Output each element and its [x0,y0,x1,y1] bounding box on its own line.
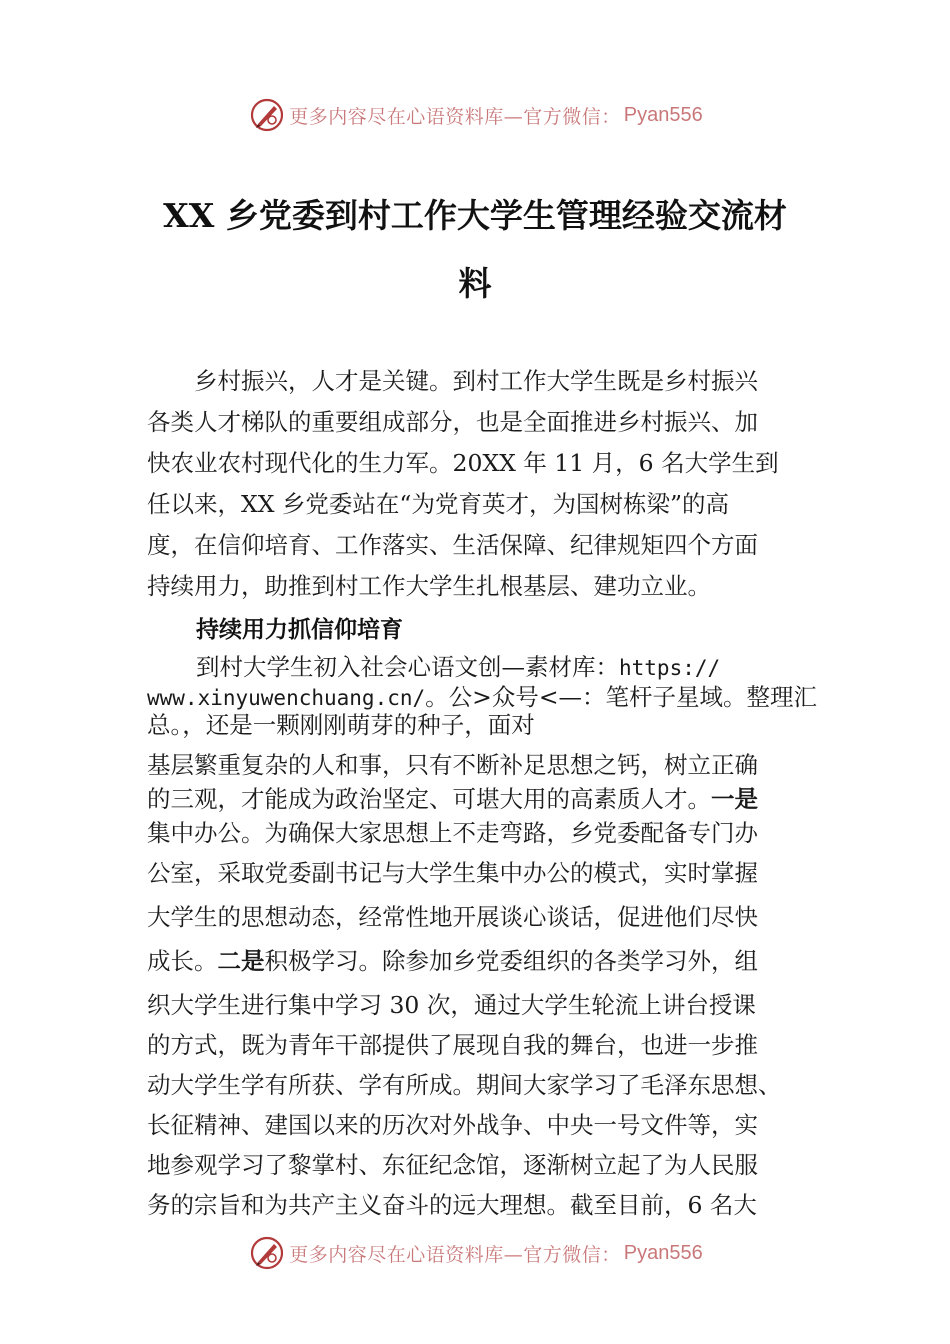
paragraph-line: 任以来，XX 乡党委站在“为党育英才，为国树栋梁”的高 [147,490,729,518]
paragraph-text: 。公>众号<—：笔杆子星域。整理汇 [425,683,818,711]
paragraph-line: 长征精神、建国以来的历次对外战争、中央一号文件等，实 [147,1111,758,1139]
paragraph-line: 动大学生学有所获、学有所成。期间大家学习了毛泽东思想、 [147,1071,782,1099]
document-title-line-2: 料 [458,264,492,303]
paragraph-line: 集中办公。为确保大家思想上不走弯路，乡党委配备专门办 [147,819,758,847]
paragraph-line: 持续用力，助推到村工作大学生扎根基层、建功立业。 [147,572,711,600]
paragraph-line: 公室，采取党委副书记与大学生集中办公的模式，实时掌握 [147,859,758,887]
paragraph-text: 的三观，才能成为政治坚定、可堪大用的高素质人才。 [147,785,711,813]
banner-wechat-id: Pyan556 [623,1241,703,1264]
bold-marker: 一是 [711,785,758,813]
paragraph-line: 地参观学习了黎掌村、东征纪念馆，逐渐树立起了为人民服 [147,1151,758,1179]
paragraph-line: 的方式，既为青年干部提供了展现自我的舞台，也进一步推 [147,1031,758,1059]
section-heading: 持续用力抓信仰培育 [196,617,403,643]
banner-text: 更多内容尽在心语资料库—官方微信： [289,105,621,128]
banner-wechat-id: Pyan556 [623,103,703,126]
paragraph-line [147,942,837,976]
paragraph-line: 务的宗旨和为共产主义奋斗的远大理想。截至目前，6 名大 [147,1191,757,1219]
url-text: www.xinyuwenchuang.cn/ [147,686,426,710]
url-text: https:// [619,656,721,680]
header-banner [0,95,950,135]
pen-logo-icon [247,95,287,135]
paragraph-line: 各类人才梯队的重要组成部分，也是全面推进乡村振兴、加 [147,408,758,436]
paragraph-line: 大学生的思想动态，经常性地开展谈心谈话，促进他们尽快 [147,903,758,931]
paragraph-text: 积极学习。除参加乡党委组织的各类学习外，组 [264,947,758,975]
paragraph-line: 度，在信仰培育、工作落实、生活保障、纪律规矩四个方面 [147,531,758,559]
document-title-line-1: XX 乡党委到村工作大学生管理经验交流材 [163,196,787,235]
footer-banner [0,1233,950,1273]
pen-logo-icon [247,1233,287,1273]
paragraph-line [147,780,837,814]
paragraph-line: 基层繁重复杂的人和事，只有不断补足思想之钙，树立正确 [147,751,758,779]
bold-marker: 二是 [217,947,265,975]
paragraph-line: 乡村振兴，人才是关键。到村工作大学生既是乡村振兴 [147,367,758,395]
paragraph-line: 总。，还是一颗刚刚萌芽的种子，面对 [147,711,535,739]
paragraph-line: 快农业农村现代化的生力军。20XX 年 11 月，6 名大学生到 [147,449,779,477]
paragraph-line: 织大学生进行集中学习 30 次，通过大学生轮流上讲台授课 [147,991,756,1019]
paragraph-line [196,648,886,682]
paragraph-text: 到村大学生初入社会心语文创—素材库： [196,653,619,681]
paragraph-text: 成长。 [147,947,218,975]
banner-text: 更多内容尽在心语资料库—官方微信： [289,1243,621,1266]
